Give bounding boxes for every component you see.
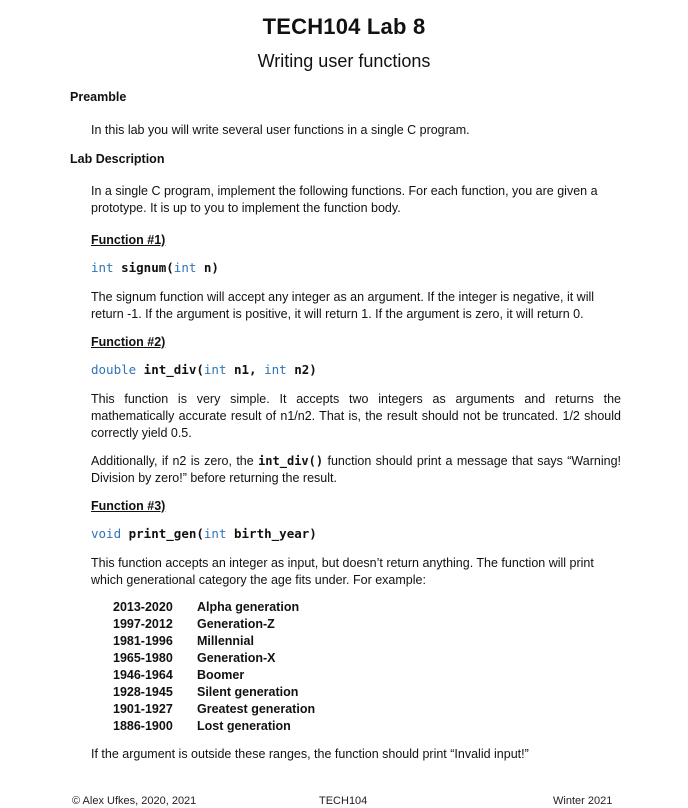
code-text: n2) — [286, 362, 317, 377]
code-keyword: int — [91, 260, 114, 275]
function3-prototype — [91, 526, 317, 541]
footer-course: TECH104 — [319, 795, 368, 807]
generation-name: Alpha generation — [197, 600, 300, 614]
code-text: n) — [196, 260, 219, 275]
code-keyword: int — [264, 362, 287, 377]
function3-closing: If the argument is outside these ranges, the function should print “Invalid input!” — [91, 747, 529, 761]
document-subtitle: Writing user functions — [257, 51, 431, 71]
generation-years: 1965-1980 — [113, 651, 173, 665]
text-fragment: function should print a message that says “Warning! Division by zero!” before returning the result. — [91, 454, 621, 485]
preamble-heading: Preamble — [70, 90, 127, 104]
generation-row — [113, 684, 298, 701]
text-fragment: Additionally, if n2 is zero, the — [91, 454, 259, 468]
code-text: int_div( — [136, 362, 204, 377]
lab-description-text: In a single C program, implement the following functions. For each function, you are given a prototype. It is up to you to implement the function body. — [91, 184, 598, 215]
generation-name: Generation-X — [197, 651, 276, 665]
generation-years: 1886-1900 — [113, 719, 173, 733]
generation-name: Lost generation — [197, 719, 291, 733]
preamble-text: In this lab you will write several user functions in a single C program. — [91, 123, 470, 137]
generation-name: Millennial — [197, 634, 254, 648]
code-keyword: int — [173, 260, 197, 275]
function2-prototype — [91, 362, 317, 377]
inline-code: int_div() — [258, 454, 324, 468]
generation-name: Silent generation — [197, 685, 299, 699]
code-text: signum( — [113, 260, 174, 275]
generation-name: Greatest generation — [197, 702, 316, 716]
code-keyword: int — [203, 526, 227, 541]
function2-heading: Function #2) — [91, 335, 166, 349]
code-text: n1, — [226, 362, 265, 377]
generation-row — [113, 633, 254, 650]
function2-text1: This function is very simple. It accepts two integers as arguments and returns the mathematically accurate result of n1/n2. That is, the result should not be truncated. 1/2 should correctly yield 0.5. — [91, 392, 621, 440]
generation-row — [113, 718, 291, 735]
generation-name: Boomer — [197, 668, 245, 682]
code-text: birth_year) — [226, 526, 317, 541]
generation-row — [113, 650, 276, 667]
generation-row — [113, 616, 275, 633]
function3-heading: Function #3) — [91, 499, 166, 513]
generation-row — [113, 667, 244, 684]
generation-years: 2013-2020 — [113, 600, 173, 614]
generation-years: 1928-1945 — [113, 685, 173, 699]
code-text: print_gen( — [121, 526, 204, 541]
function1-text: The signum function will accept any integer as an argument. If the integer is negative, it will return -1. If the argument is positive, it will return 1. If the argument is zero, it will return 0. — [91, 290, 595, 321]
lab-description-heading: Lab Description — [70, 152, 165, 166]
document-title: TECH104 Lab 8 — [262, 14, 426, 39]
generation-name: Generation-Z — [197, 617, 275, 631]
footer-term: Winter 2021 — [553, 795, 613, 807]
footer-copyright: © Alex Ufkes, 2020, 2021 — [72, 795, 197, 807]
function1-prototype — [91, 260, 219, 275]
code-keyword: void — [91, 526, 122, 541]
function3-text: This function accepts an integer as input, but doesn’t return anything. The function will print which generational category the age fits under. For example: — [91, 556, 594, 587]
generation-row — [113, 701, 315, 718]
generation-years: 1901-1927 — [113, 702, 173, 716]
generation-years: 1946-1964 — [113, 668, 173, 682]
function1-heading: Function #1) — [91, 233, 166, 247]
code-keyword: int — [203, 362, 227, 377]
code-keyword: double — [91, 362, 137, 377]
generation-years: 1981-1996 — [113, 634, 173, 648]
generation-years: 1997-2012 — [113, 617, 173, 631]
generation-row — [113, 599, 299, 616]
function2-text2 — [91, 453, 621, 487]
